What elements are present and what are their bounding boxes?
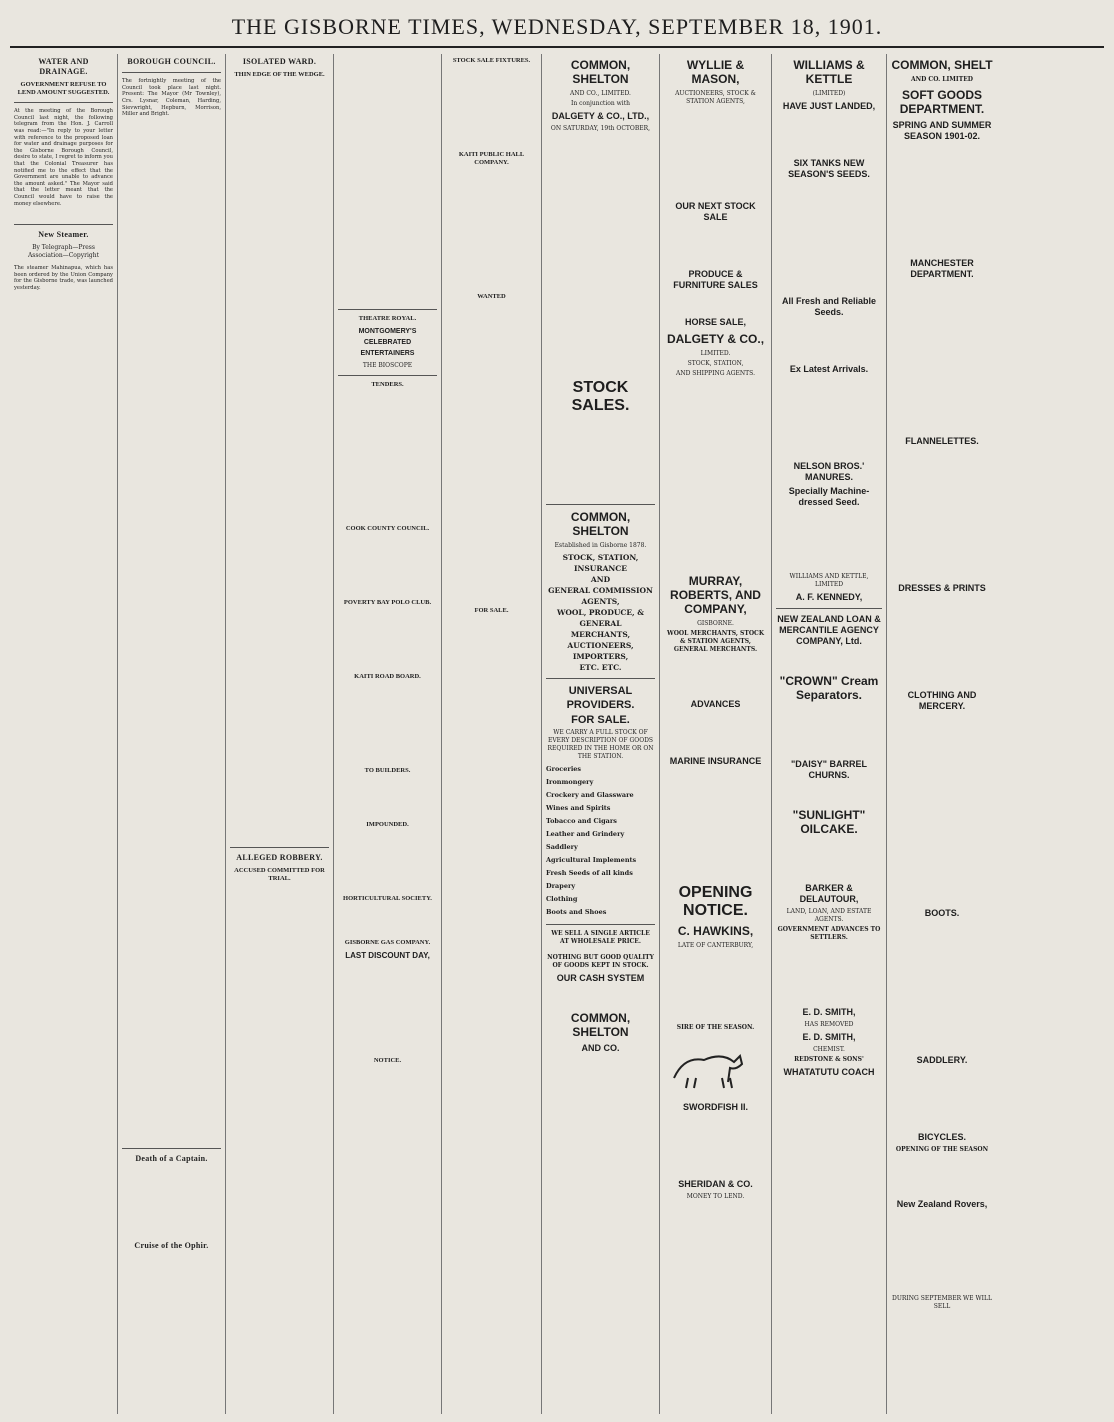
polo-club-heading: POVERTY BAY POLO CLUB. — [343, 599, 432, 606]
dresses-prints-heading: DRESSES & PRINTS — [898, 583, 986, 593]
removed-text: HAS REMOVED — [804, 1021, 854, 1028]
ophir-cruise-heading: Cruise of the Ophir. — [134, 1240, 209, 1250]
flannelettes-heading: FLANNELETTES. — [905, 436, 979, 446]
article-text-block — [776, 115, 882, 155]
article-text-block — [776, 650, 882, 670]
service-item: WOOL, PRODUCE, & GENERAL — [556, 608, 645, 628]
produce-sales: PRODUCE & FURNITURE SALES — [673, 269, 758, 290]
divider — [14, 102, 113, 103]
article-text-block — [776, 378, 882, 458]
next-stock-sale: OUR NEXT STOCK SALE — [675, 201, 756, 222]
hawkins-heading: C. HAWKINS, — [677, 924, 754, 938]
for-sale-heading: FOR SALE. — [474, 607, 509, 614]
service-item: MERCHANTS, — [570, 630, 631, 639]
established-text: Established in Gisborne 1878. — [554, 542, 647, 549]
cash-system: OUR CASH SYSTEM — [556, 973, 645, 983]
masthead: THE GISBORNE TIMES, WEDNESDAY, SEPTEMBER 18, 1901. — [10, 14, 1104, 48]
article-text-block — [338, 964, 437, 1054]
divider — [338, 375, 437, 376]
divider — [122, 72, 221, 73]
services-list — [546, 552, 655, 673]
article-text-block — [664, 770, 767, 880]
article-text-block — [546, 987, 655, 1007]
divider — [338, 309, 437, 310]
cook-county-heading: COOK COUNTY COUNCIL. — [345, 525, 430, 532]
divider — [546, 678, 655, 679]
article-text-block — [664, 656, 767, 696]
article-text-block — [446, 304, 537, 604]
horticultural-heading: HORTICULTURAL SOCIETY. — [343, 895, 432, 902]
article-text-block — [891, 283, 993, 433]
horse-illustration — [664, 1038, 750, 1092]
dalgety-heading: DALGETY & CO., LTD., — [551, 111, 650, 121]
new-steamer-heading: New Steamer. — [38, 230, 89, 240]
article-text-block — [891, 1213, 993, 1293]
gas-company-heading: GISBORNE GAS COMPANY. — [344, 939, 431, 946]
nz-rovers-heading: New Zealand Rovers, — [896, 1199, 988, 1209]
column-common-shelton — [542, 54, 660, 1414]
murray-roberts-heading: MURRAY, ROBERTS, AND COMPANY, — [670, 574, 761, 616]
murray-roberts-location: GISBORNE. — [697, 620, 734, 627]
article-text-block — [338, 610, 437, 670]
money-to-lend: MONEY TO LEND. — [686, 1192, 745, 1200]
government-advances: GOVERNMENT ADVANCES TO SETTLERS. — [777, 926, 881, 941]
isolated-ward-heading: ISOLATED WARD. — [242, 57, 317, 66]
latest-arrivals: Ex Latest Arrivals. — [789, 364, 869, 374]
common-shelton-footer-sub: AND CO. — [581, 1043, 620, 1053]
common-shelton-footer: COMMON, SHELTON — [570, 1011, 631, 1039]
article-text-block — [664, 952, 767, 1022]
water-drainage-subheading: GOVERNMENT REFUSE TO LEND AMOUNT SUGGESTED. — [17, 81, 110, 96]
article-text-block — [891, 922, 993, 1052]
article-text-block — [664, 108, 767, 198]
divider — [230, 847, 329, 848]
notice-heading: NOTICE. — [373, 1057, 402, 1064]
borough-council-lede: The fortnightly meeting of the Council took place last night. Present: The Mayor (Mr Townley), Crs. Lysnar, Coleman, Harding, Sievwright, Hepburn, Morrison, Miller and Bright. — [122, 78, 221, 118]
article-text-block — [664, 226, 767, 266]
article-text-block — [776, 784, 882, 804]
common-shelton-limited: AND CO., LIMITED. — [570, 90, 631, 97]
goods-item: Agricultural Implements — [546, 856, 637, 864]
clothing-mercery-heading: CLOTHING AND MERCERY. — [907, 690, 977, 711]
sheridan-heading: SHERIDAN & CO. — [678, 1178, 753, 1189]
goods-list — [546, 763, 655, 919]
article-text-block — [664, 713, 767, 753]
machine-dressed-seed: Specially Machine-dressed Seed. — [788, 486, 870, 507]
boots-heading: BOOTS. — [924, 908, 960, 918]
nz-loan-heading: NEW ZEALAND LOAN & MERCANTILE AGENCY COMPANY, Ltd. — [777, 614, 881, 646]
divider — [122, 1148, 221, 1149]
redstone-heading: REDSTONE & SONS' — [794, 1056, 864, 1063]
williams-kettle-heading: WILLIAMS & KETTLE — [793, 58, 865, 86]
article-text-block — [664, 380, 767, 570]
article-text-block — [891, 715, 993, 905]
quality-text: NOTHING BUT GOOD QUALITY OF GOODS KEPT IN STOCK. — [547, 954, 654, 969]
shipping-agents-text: AND SHIPPING AGENTS. — [676, 370, 755, 377]
stock-sales-heading: STOCK SALES. — [571, 379, 630, 414]
article-text-block — [776, 183, 882, 293]
theatre-royal-heading: THEATRE ROYAL. — [358, 315, 417, 322]
opening-notice-heading: OPENING NOTICE. — [678, 884, 753, 919]
column-williams-kettle — [772, 54, 887, 1414]
williams-kettle-limited: (LIMITED) — [812, 90, 846, 97]
article-text-block — [776, 321, 882, 361]
six-tanks: SIX TANKS NEW SEASON'S SEEDS. — [788, 158, 870, 179]
water-drainage-lede: At the meeting of the Borough Council last night, the following telegram from the Hon. J. Carroll was read:—"In reply to your letter with reference to the proposed loan for water and drainage purposes for the Gisborne Borough Council, desire to state, I regret to inform you that the Colonial Treasurer has notified me to the effect that the Government are unable to advance the amount asked." The Mayor said that the letter meant that the Council would have to raise the money elsewhere. — [14, 108, 113, 207]
daisy-churns: "DAISY" BARREL CHURNS. — [790, 759, 868, 780]
goods-item: Boots and Shoes — [546, 908, 607, 916]
column-stock-fixtures — [442, 54, 542, 1414]
article-text-block — [664, 1116, 767, 1176]
williams-kettle-2: WILLIAMS AND KETTLE, LIMITED — [789, 573, 869, 588]
isolated-ward-subheading: THIN EDGE OF THE WEDGE. — [234, 71, 325, 78]
opening-season: OPENING OF THE SEASON — [895, 1146, 989, 1153]
wyllie-mason-heading: WYLLIE & MASON, — [686, 58, 745, 86]
kaiti-hall-heading: KAITI PUBLIC HALL COMPANY. — [458, 151, 525, 166]
article-text-block — [338, 906, 437, 936]
divider — [546, 504, 655, 505]
service-item: AND — [590, 575, 611, 584]
goods-item: Crockery and Glassware — [546, 791, 634, 799]
alleged-robbery-heading: ALLEGED ROBBERY. — [236, 853, 323, 862]
fresh-seeds: All Fresh and Reliable Seeds. — [781, 296, 877, 317]
article-text-block — [338, 832, 437, 892]
bioscope-ad: THE BIOSCOPE — [362, 362, 413, 369]
swordfish-heading: SWORDFISH II. — [683, 1101, 748, 1112]
death-captain-heading: Death of a Captain. — [135, 1153, 208, 1163]
divider — [546, 924, 655, 925]
service-item: AGENTS, — [581, 597, 620, 606]
soft-goods-heading: SOFT GOODS DEPARTMENT. — [899, 88, 985, 116]
common-shelt-sub: AND CO. LIMITED — [911, 76, 973, 83]
sale-date: ON SATURDAY, 19th OCTOBER, — [550, 125, 651, 132]
auctioneers-text: AUCTIONEERS, STOCK & STATION AGENTS, — [675, 90, 756, 105]
article-text-block — [891, 450, 993, 580]
sunlight-oilcake: "SUNLIGHT" OILCAKE. — [792, 808, 866, 836]
common-shelt-heading: COMMON, SHELT — [891, 58, 993, 72]
wholesale-text: WE SELL A SINGLE ARTICLE AT WHOLESALE PRICE. — [551, 930, 650, 945]
article-text-block — [122, 123, 221, 1143]
new-steamer-body: The steamer Mahinapua, which has been ordered by the Union Company for the Gisborne trade, was launched yesterday. — [14, 265, 113, 292]
impounded-heading: IMPOUNDED. — [366, 821, 409, 828]
article-body-filler — [14, 212, 113, 219]
column-water-drainage — [10, 54, 118, 1414]
goods-item: Saddlery — [546, 843, 578, 851]
universal-providers: UNIVERSAL PROVIDERS. — [566, 685, 635, 711]
goods-item: Tobacco and Cigars — [546, 817, 617, 825]
wool-merchants-text: WOOL MERCHANTS, STOCK & STATION AGENTS, GENERAL MERCHANTS. — [666, 630, 765, 653]
spring-summer-heading: SPRING AND SUMMER SEASON 1901-02. — [892, 120, 992, 141]
column-soft-goods — [887, 54, 997, 1414]
article-text-block — [776, 840, 882, 880]
column-isolated-ward — [226, 54, 334, 1414]
goods-item: Wines and Spirits — [546, 804, 611, 812]
september-sale: DURING SEPTEMBER WE WILL SELL — [892, 1295, 992, 1310]
sire-season: SIRE OF THE SEASON. — [676, 1024, 755, 1031]
new-steamer-byline: By Telegraph—Press Association—Copyright — [27, 244, 100, 260]
article-text-block — [891, 145, 993, 255]
smith-heading-2: E. D. SMITH, — [802, 1032, 856, 1042]
article-text-block — [338, 536, 437, 596]
goods-item: Fresh Seeds of all kinds — [546, 869, 633, 877]
article-text-block — [446, 68, 537, 148]
nelson-manures: NELSON BROS.' MANURES. — [793, 461, 865, 482]
borough-council-heading: BOROUGH COUNCIL. — [127, 57, 216, 66]
goods-item: Drapery — [546, 882, 576, 890]
article-text-block — [230, 82, 329, 842]
article-text-block — [446, 170, 537, 290]
water-drainage-heading: WATER AND DRAINAGE. — [38, 57, 89, 76]
whatatutu-coach: WHATATUTU COACH — [783, 1067, 875, 1077]
column-wyllie-mason — [660, 54, 772, 1414]
divider — [776, 608, 882, 609]
builders-heading: TO BUILDERS. — [364, 767, 411, 774]
kennedy-heading: A. F. KENNEDY, — [795, 592, 863, 602]
column-notices — [334, 54, 442, 1414]
service-item: GENERAL COMMISSION — [548, 586, 653, 595]
discount-day: LAST DISCOUNT DAY, — [345, 951, 430, 960]
conjunction-text: In conjunction with — [571, 100, 630, 107]
divider — [14, 224, 113, 225]
goods-item: Clothing — [546, 895, 578, 903]
article-text-block — [338, 392, 437, 522]
article-text-block — [122, 1168, 221, 1238]
bicycles-heading: BICYCLES. — [917, 1132, 966, 1142]
column-borough-council — [118, 54, 226, 1414]
hawkins-sub: LATE OF CANTERBURY, — [677, 942, 754, 949]
article-text-block — [776, 944, 882, 1004]
service-item: ETC. ETC. — [579, 663, 622, 672]
stock-station-text: STOCK, STATION, — [687, 360, 744, 367]
manchester-heading: MANCHESTER DEPARTMENT. — [910, 258, 974, 279]
article-text-block — [338, 54, 437, 304]
article-text-block — [891, 1156, 993, 1196]
marine-insurance-heading: MARINE INSURANCE — [669, 756, 762, 766]
dalgety-limited: LIMITED. — [700, 350, 731, 357]
article-text-block — [338, 684, 437, 764]
article-text-block — [546, 135, 655, 375]
article-text-block — [776, 511, 882, 571]
alleged-robbery-subheading: ACCUSED COMMITTED FOR TRIAL. — [234, 867, 325, 882]
common-shelton-heading: COMMON, SHELTON — [570, 58, 631, 86]
article-text-block — [891, 1069, 993, 1129]
common-shelton-heading-2: COMMON, SHELTON — [570, 510, 631, 538]
barker-delautour-heading: BARKER & DELAUTOUR, — [799, 883, 859, 904]
article-text-block — [664, 294, 767, 314]
smith-heading: E. D. SMITH, — [802, 1007, 856, 1017]
stock-fixtures-heading: STOCK SALE FIXTURES. — [452, 57, 531, 64]
crown-separators: "CROWN" Cream Separators. — [779, 674, 879, 702]
montgomery-ad: MONTGOMERY'S CELEBRATED ENTERTAINERS — [358, 328, 417, 357]
for-sale-heading: FOR SALE. — [571, 714, 630, 726]
tenders-heading: TENDERS. — [371, 381, 404, 388]
service-item: STOCK, STATION, INSURANCE — [562, 553, 639, 573]
service-item: AUCTIONEERS, IMPORTERS, — [567, 641, 634, 661]
article-text-block — [338, 778, 437, 818]
carry-stock-text: WE CARRY A FULL STOCK OF EVERY DESCRIPTION OF GOODS REQUIRED IN THE HOME OR ON THE STATION. — [547, 729, 654, 760]
goods-item: Leather and Grindery — [546, 830, 625, 838]
horse-sale: HORSE SALE, — [684, 317, 746, 327]
kaiti-road-heading: KAITI ROAD BOARD. — [354, 673, 421, 680]
saddlery-heading: SADDLERY. — [916, 1055, 968, 1065]
goods-item: Ironmongery — [546, 778, 594, 786]
goods-item: Groceries — [546, 765, 582, 773]
article-text-block — [891, 597, 993, 687]
just-landed: HAVE JUST LANDED, — [782, 101, 876, 111]
article-text-block — [776, 706, 882, 756]
columns — [10, 54, 1104, 1414]
wanted-heading: WANTED — [477, 293, 506, 300]
dalgety-heading: DALGETY & CO., — [666, 332, 765, 346]
advances-heading: ADVANCES — [690, 699, 741, 709]
barker-delautour-sub: LAND, LOAN, AND ESTATE AGENTS. — [786, 908, 872, 923]
chemist-text: CHEMIST. — [813, 1046, 845, 1053]
article-text-block — [546, 419, 655, 499]
